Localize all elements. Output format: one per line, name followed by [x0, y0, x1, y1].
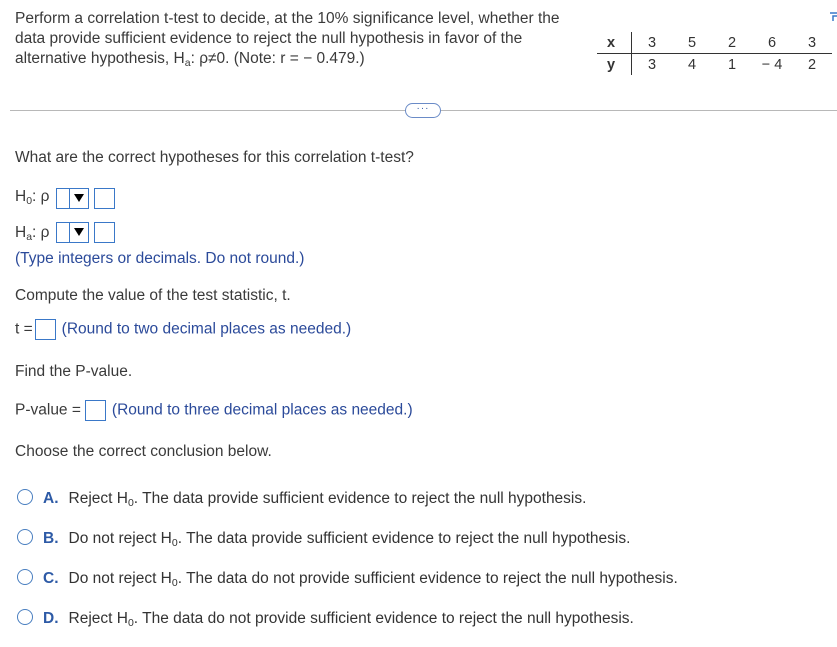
radio-button[interactable] [17, 609, 33, 625]
x-row [597, 32, 832, 54]
y-value: 2 [807, 56, 817, 73]
y-value: 3 [647, 56, 657, 73]
pvalue-hint: (Round to three decimal places as needed.) [111, 401, 413, 419]
pvalue-input[interactable] [85, 400, 106, 421]
hypotheses-question: What are the correct hypotheses for this correlation t-test? [15, 149, 414, 166]
rho-symbol: ρ [40, 224, 50, 241]
radio-button[interactable] [17, 529, 33, 545]
h0-inputs [56, 188, 115, 209]
x-value: 6 [752, 32, 792, 54]
y-header: y [597, 54, 632, 76]
more-button[interactable]: ··· [405, 103, 441, 118]
test-stat-row [15, 319, 351, 340]
y-value: 4 [687, 56, 697, 73]
option-a[interactable]: A. Reject $H_0$. The data provide sufficient evidence to reject the null hypothesis. [17, 489, 586, 513]
x-value: 2 [712, 32, 752, 54]
pvalue-prompt: Find the P-value. [15, 363, 133, 380]
h0-operator-dropdown[interactable] [69, 188, 89, 209]
pvalue-row [15, 400, 413, 421]
ha-label: $H_a$: [15, 224, 37, 243]
x-header: x [597, 32, 632, 54]
h0-rho-slot [56, 188, 69, 209]
radio-button[interactable] [17, 489, 33, 505]
option-d[interactable]: D. Reject $H_0$. The data do not provide sufficient evidence to reject the null hypothesis. [17, 609, 634, 633]
problem-statement [15, 9, 595, 73]
h0-value-input[interactable] [94, 188, 115, 209]
test-stat-hint: (Round to two decimal places as needed.) [61, 320, 352, 338]
ha-row [15, 224, 50, 243]
x-value: 3 [632, 32, 673, 54]
popout-icon[interactable] [830, 12, 837, 22]
problem-line-1: Perform a correlation t-test to decide, at the 10% significance level, whether the [15, 10, 560, 27]
option-c[interactable]: C. Do not reject $H_0$. The data do not provide sufficient evidence to reject the null hypothesis. [17, 569, 678, 593]
hypotheses-hint: (Type integers or decimals. Do not round.) [15, 250, 305, 267]
x-value: 5 [672, 32, 712, 54]
data-table [597, 32, 832, 75]
problem-line-2: data provide sufficient evidence to reject the null hypothesis in favor of the [15, 30, 523, 47]
ha-operator-dropdown[interactable] [69, 222, 89, 243]
test-stat-input[interactable] [35, 319, 56, 340]
option-b[interactable]: B. Do not reject $H_0$. The data provide sufficient evidence to reject the null hypothesis. [17, 529, 630, 553]
ha-value-input[interactable] [94, 222, 115, 243]
y-value: − 4 [761, 56, 783, 73]
ha-rho-slot [56, 222, 69, 243]
x-value: 3 [792, 32, 832, 54]
problem-line-3: alternative hypothesis, $H_a$: ρ≠0. (Note: r = − 0.479.) [15, 50, 365, 69]
y-row [597, 54, 832, 76]
y-value: 1 [727, 56, 737, 73]
pvalue-label: P-value = [15, 401, 81, 419]
radio-button[interactable] [17, 569, 33, 585]
h0-label: $H_0$: [15, 188, 37, 207]
h0-row [15, 188, 50, 207]
test-stat-prompt: Compute the value of the test statistic, t. [15, 287, 291, 304]
rho-symbol: ρ [40, 188, 50, 205]
ha-inputs [56, 222, 115, 243]
conclusion-prompt: Choose the correct conclusion below. [15, 443, 272, 460]
test-stat-label: t = [15, 320, 33, 338]
